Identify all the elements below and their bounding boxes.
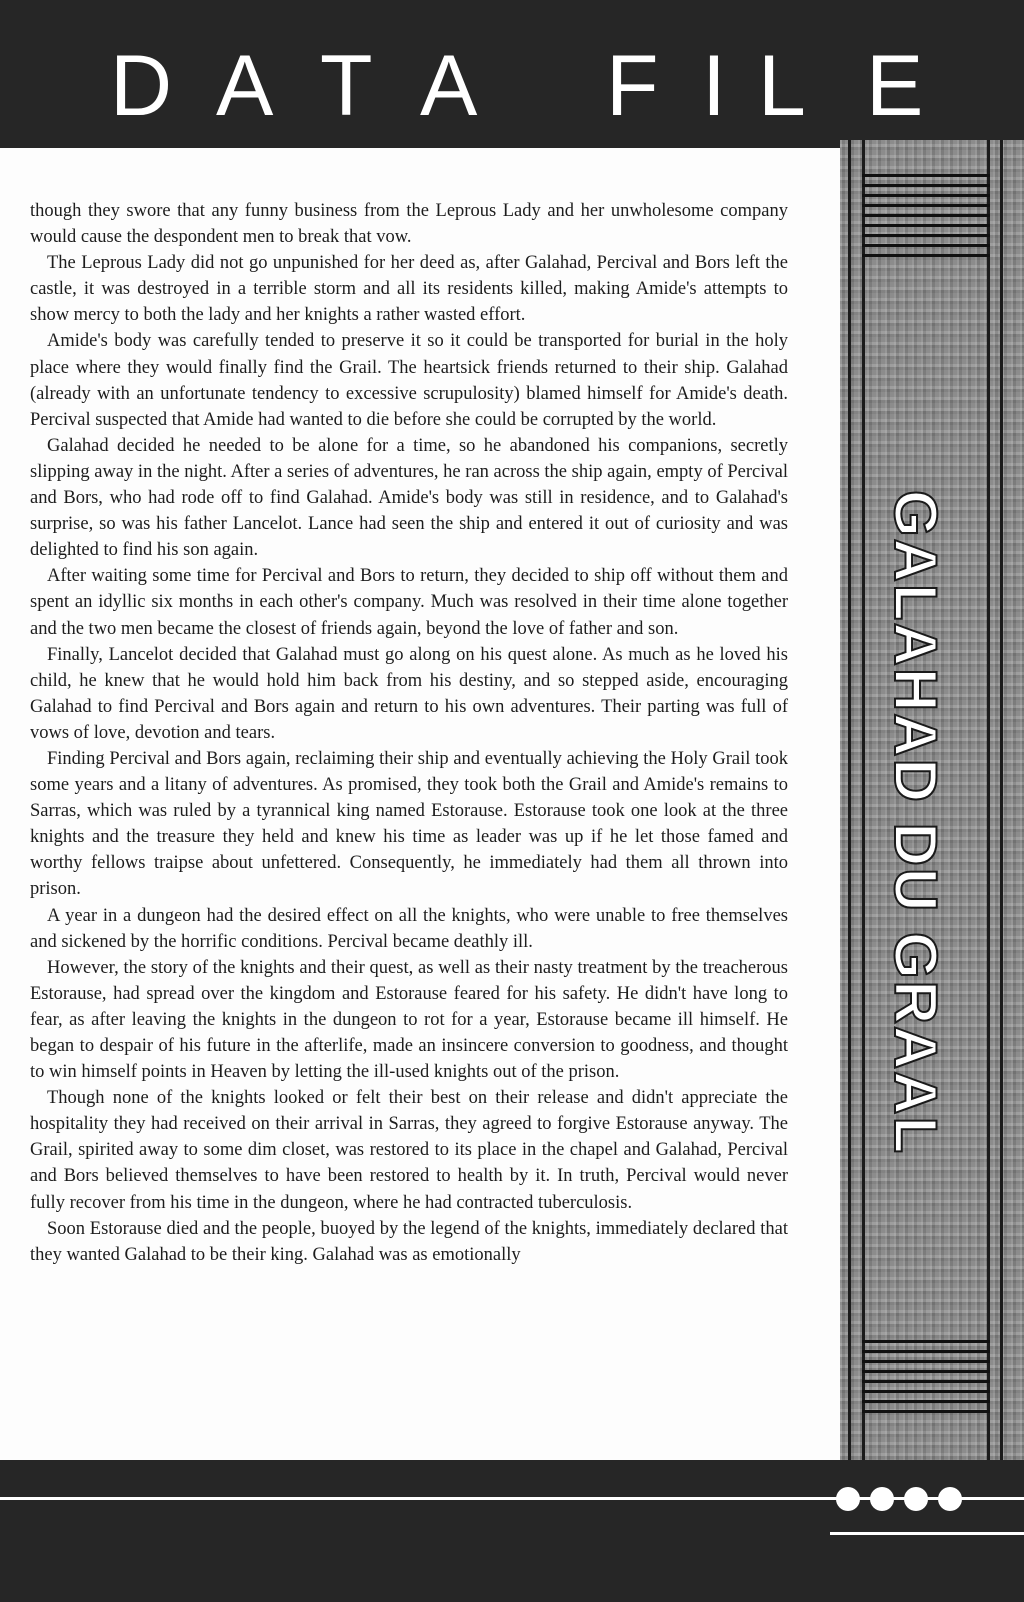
title-letter: E (866, 38, 924, 134)
sidebar-title: GALAHAD DU GRAAL (882, 490, 949, 1156)
title-letter: L (758, 38, 806, 134)
paragraph: After waiting some time for Percival and Bors to return, they decided to ship off without them and spent an idyllic six months in each other's company. Much was resolved in their time alone together and the two men became the closest of friends again, beyond the love of father and son. (30, 566, 788, 639)
paragraph: though they swore that any funny business from the Leprous Lady and her unwholesome company would cause the despondent men to break that vow. (30, 201, 788, 248)
dot-icon (904, 1487, 928, 1511)
paragraph: Finding Percival and Bors again, reclaiming their ship and eventually achieving the Holy Grail took some years and a litany of adventures. As promised, they took both the Grail and Amide's remains to Sarras, which was ruled by a tyrannical king named Estorause. Estorause took one look at the three knights and the treasure they held and knew his time as leader was up if he let those famed and worthy fellows traipse about unfettered. Consequently, he immediately had them all thrown into prison. (30, 748, 788, 900)
title-letter: F (606, 38, 659, 134)
sidebar-rule (1000, 140, 1003, 1492)
paragraph: Amide's body was carefully tended to preserve it so it could be transported for burial in the holy place where they would finally find the Grail. The heartsick friends returned to their ship. Galahad (already with an unfortunate tendency to excessive scrupulosity) blamed himself for Amide's death. Percival suspected that Amide had wanted to die before she could be corrupted by the world. (30, 331, 788, 430)
title-letter: I (702, 38, 726, 134)
title-letter: A (216, 38, 274, 134)
paragraph: However, the story of the knights and their quest, as well as their nasty treatment by the treacherous Estorause, had spread over the kingdom and Estorause feared for his safety. He didn't have long to fear, as after leaving the knights in the dungeon to rot for a year, Estorause became ill himself. He began to despair of his future in the afterlife, made an insincere conversion to goodness, and thought to win himself points in Heaven by letting the ill-used knights out of the prison. (30, 957, 788, 1083)
paragraph: Galahad decided he needed to be alone for a time, so he abandoned his companions, secretly slipping away in the night. After a series of adventures, he ran across the ship again, empty of Percival and Bors, who had rode off to find Galahad. Amide's body was still in residence, and to Galahad's surprise, so was his father Lancelot. Lance had seen the ship and entered it out of curiosity and was delighted to find his son again. (30, 435, 788, 561)
sidebar-title-wrap (858, 490, 972, 1250)
article-body (30, 198, 788, 1268)
dot-icon (836, 1487, 860, 1511)
dot-icon (938, 1487, 962, 1511)
sidebar-stripes-top (862, 174, 990, 264)
footer-band (0, 1460, 1024, 1602)
page-title (0, 36, 1024, 136)
paragraph: The Leprous Lady did not go unpunished for her deed as, after Galahad, Percival and Bors left the castle, it was destroyed in a terrible storm and all its residents killed, making Amide's attempts to show mercy to both the lady and her knights a rather wasted effort. (30, 253, 788, 326)
page-dots (836, 1487, 976, 1511)
title-letter: D (110, 38, 173, 134)
sidebar-rule (987, 140, 990, 1492)
paragraph: Though none of the knights looked or felt their best on their release and didn't appreciate the hospitality they had received on their arrival in Sarras, they agreed to forgive Estorause anyway. The Grail, spirited away to some dim closet, was restored to its place in the chapel and Galahad, Percival and Bors believed themselves to have been restored to health by it. In truth, Percival would never fully recover from his time in the dungeon, where he had contracted tuberculosis. (30, 1088, 788, 1213)
title-letter: T (320, 38, 373, 134)
paragraph: A year in a dungeon had the desired effect on all the knights, who were unable to free themselves and sickened by the horrific conditions. Percival became deathly ill. (30, 905, 788, 952)
sidebar-stripes-bottom (862, 1340, 990, 1420)
footer-rule-short (830, 1532, 1024, 1535)
paragraph: Soon Estorause died and the people, buoyed by the legend of the knights, immediately declared that they wanted Galahad to be their king. Galahad was as emotionally (30, 1218, 788, 1265)
title-letter: A (420, 38, 478, 134)
dot-icon (870, 1487, 894, 1511)
sidebar-rule (848, 140, 851, 1492)
paragraph: Finally, Lancelot decided that Galahad must go along on his quest alone. As much as he loved his child, he knew that he would hold him back from his destiny, and so stepped aside, encouraging Galahad to find Percival and Bors again and return to his own adventures. Their parting was full of vows of love, devotion and tears. (30, 644, 788, 743)
